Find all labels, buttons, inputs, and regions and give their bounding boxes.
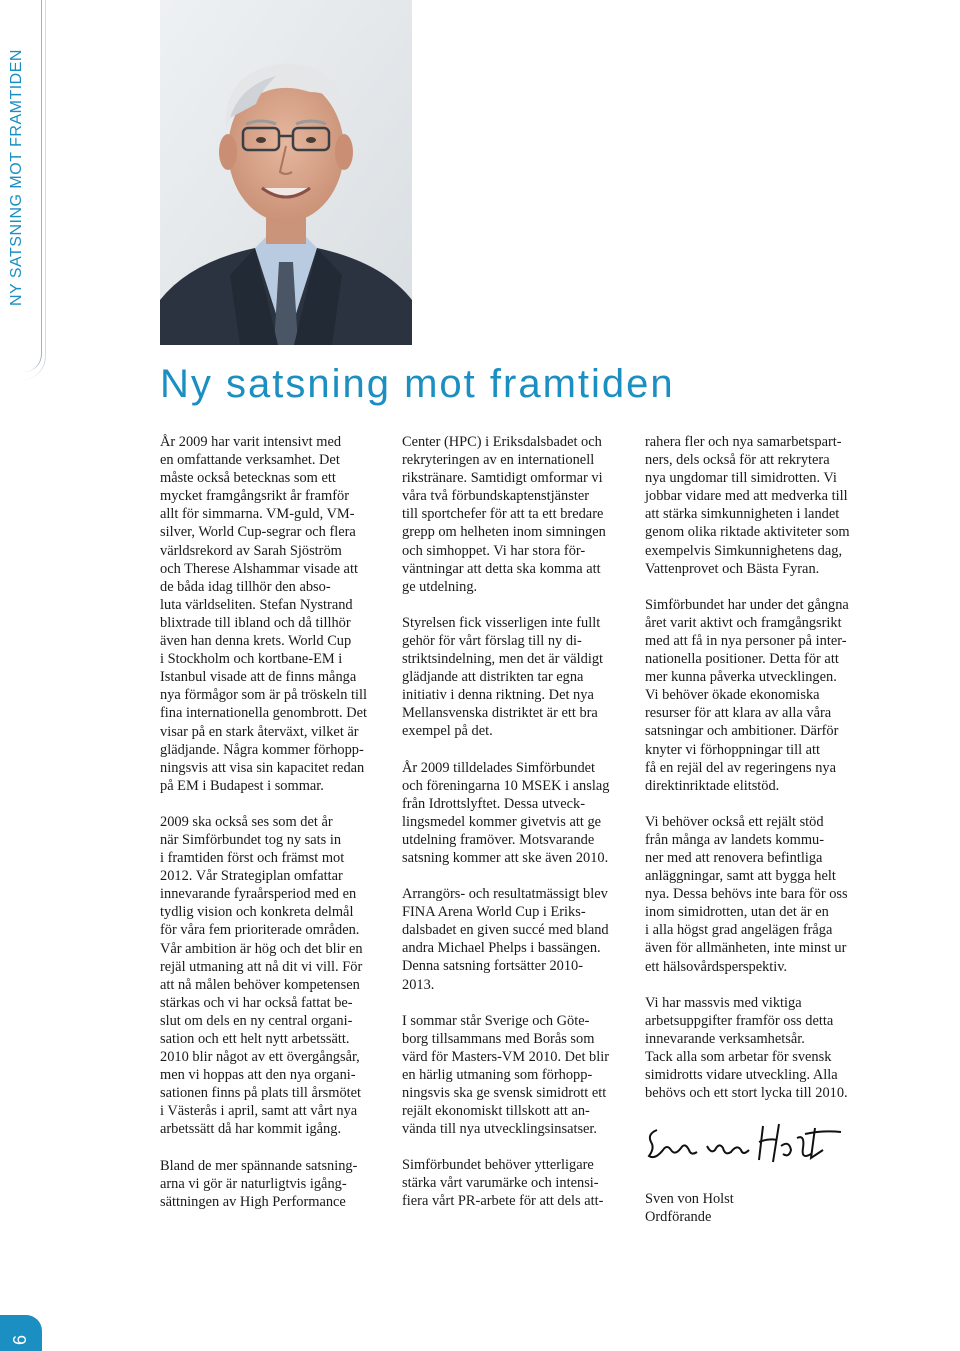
text-column-3: [645, 433, 880, 1226]
portrait-image: [160, 0, 412, 345]
paragraph: I sommar står Sverige och Göte- borg tillsammans med Borås som värd för Masters-VM 2010. Det blir en härlig utmaning som förhopp- ningsvis ska ge svensk simidrott ett rejält ekonomiskt tillskott att an- vända till nya utvecklingsinsatser.: [402, 1012, 610, 1138]
paragraph: Styrelsen fick visserligen inte fullt gehör för vårt förslag till ny di- striktsindelning, men det är väldigt glädjande att distrikten tar egna initiativ i denna riktning. Det nya Mellansvenska distriktet är ett bra exempel på det.: [402, 614, 604, 740]
paragraph: Simförbundet behöver ytterligare stärka vårt varumärke och intensi- fiera vårt PR-arbete för att dels att-: [402, 1157, 604, 1210]
paragraph: År 2009 har varit intensivt med en omfattande verksamhet. Det måste också betecknas som ett mycket framgångsrikt år framför allt för simmarna. VM-guld, VM- silver, World Cup-segrar och flera världsrekord av Sarah Sjöström och Therese Alshammar visade att de båda idag tillhör den abso- luta världseliten. Stefan Nystrand blixtrade till ibland och då tillhör även han denna krets. World Cup i Stockholm och kortbane-EM i Istanbul visade att de finns många nya förmågor som är på tröskeln till fina internationella genombrott. Det visar på en stark återväxt, vilket är glädjande. Några kommer förhopp- ningsvis att visa sin kapacitet redan på EM i Budapest i sommar.: [160, 434, 368, 794]
paragraph: Arrangörs- och resultatmässigt blev FINA Arena World Cup i Eriks- dalsbadet en given succé med bland andra Michael Phelps i bassängen. Denna satsning fortsätter 2010- 2013.: [402, 886, 609, 993]
paragraph: 2009 ska också ses som det år när Simförbundet tog ny sats in i framtiden först och främst mot 2012. Vår Strategiplan omfattar innevarande fyraårsperiod med en tydlig vision och konkreta delmål för våra fem prioriterade områden. Vår ambition är hög och det blir en rejäl utmaning att nå dit vi vill. För att nå målen behöver kompetensen stärkas och vi har också fattat be- slut om dels en ny central organi- sation och ett helt nytt arbetssätt. 2010 blir något av ett övergångsår, men vi hoppas att den nya organi- sationen finns på plats till årsmötet i Västerås i april, samt att vårt nya arbetssätt då har kommit igång.: [160, 813, 363, 1138]
text-column-2: [402, 433, 624, 1229]
article-title: Ny satsning mot framtiden: [160, 362, 675, 406]
paragraph: År 2009 tilldelades Simförbundet och föreningarna 10 MSEK i anslag från Idrottslyftet. Dessa utveck- lingsmedel kommer givetvis att ge utdelning framöver. Motsvarande satsning kommer att ske även 2010.: [402, 759, 610, 866]
signer-block: [645, 1190, 880, 1226]
paragraph: Center (HPC) i Eriksdalsbadet och rekryteringen av en internationell rikstränare. Samtidigt omformar vi våra två förbundskaptenstjänster till sportchefer för att ta ett bredare grepp om helheten inom simningen och simhoppet. Vi har stora för- väntningar att detta ska komma att ge utdelning.: [402, 434, 606, 595]
paragraph: Vi har massvis med viktiga arbetsuppgifter framför oss detta innevarande verksamhetsår. Tack alla som arbetar för svensk simidrotts vidare utveckling. Alla behövs och ett stort lycka till 2010.: [645, 994, 848, 1102]
section-label: NY SATSNING MOT FRAMTIDEN: [8, 49, 25, 306]
paragraph: Simförbundet har under det gångna året varit aktivt och framgångsrikt med att få in nya personer på inter- nationella positioner. Detta för att mer kunna påverka utvecklingen. Vi behöver ökade ekonomiska resurser för att klara av alla våra satsningar och ambitioner. Därför knyter vi förhoppningar till att få en rejäl del av regeringens nya direktinriktade elitstöd.: [645, 596, 849, 794]
signer-role: Ordförande: [645, 1209, 712, 1226]
paragraph: Vi behöver också ett rejält stöd från många av landets kommu- ner med att renovera befintliga anläggningar, samt att bygga helt nya. Dessa behövs inte bara för oss inom simidrotten, utan det är en i alla högst grad angelägen fråga även för allmänheten, inte minst ur ett hälsovårdsperspektiv.: [645, 813, 848, 975]
paragraph: rahera fler och nya samarbetspart- ners, dels också för att rekrytera nya ungdomar till simidrotten. Vi jobbar vidare med att medverka till att stärka simkunnigheten i landet genom olika riktade aktiviteter som exempelvis Simkunnighetens dag, Vattenprovet och Bästa Fyran.: [645, 434, 850, 577]
paragraph: Bland de mer spännande satsning- arna vi gör är naturligtvis igång- sättningen av High Performance: [160, 1157, 358, 1210]
handwritten-signature: [645, 1120, 845, 1168]
signer-name: Sven von Holst: [645, 1191, 734, 1208]
portrait-photo: [160, 0, 412, 345]
page-number: 6: [10, 1334, 30, 1345]
text-column-1: [160, 433, 382, 1229]
